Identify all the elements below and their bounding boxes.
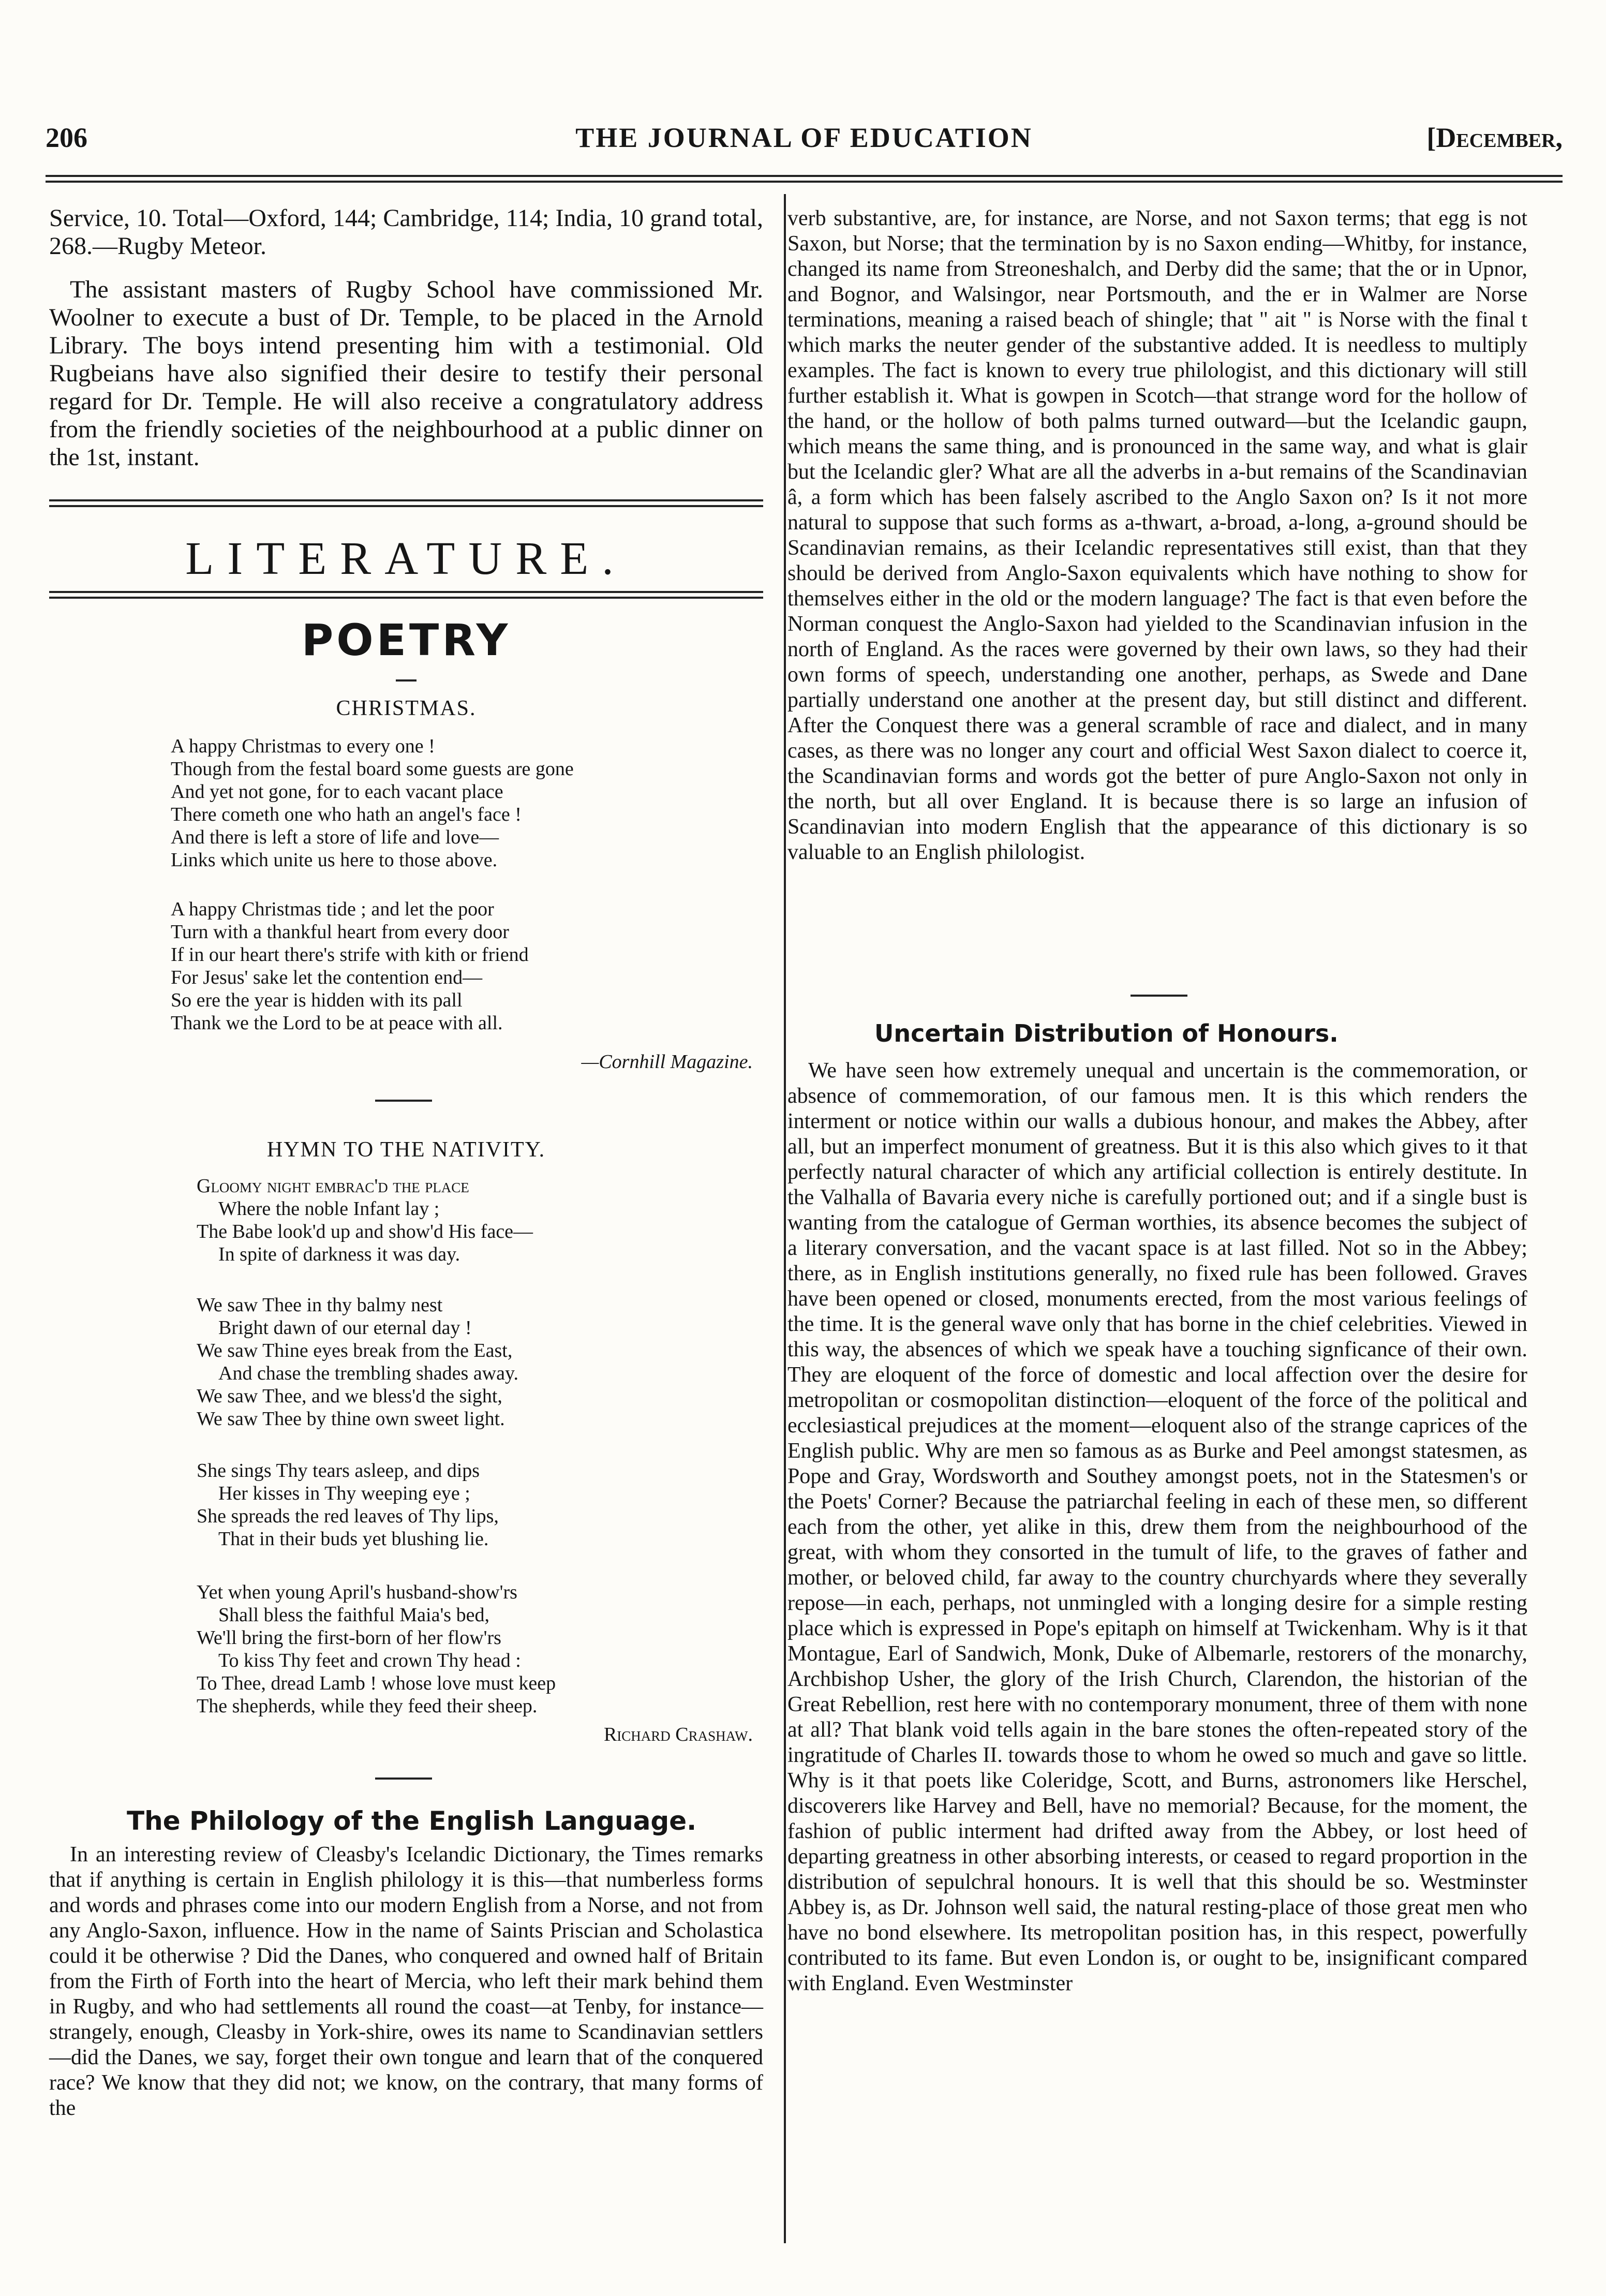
rugby-results-paragraph: Service, 10. Total—Oxford, 144; Cambridge, 114; India, 10 grand total, 268.—Rugby Meteor.: [49, 204, 763, 260]
poem-hymn-stanza-4: [197, 1581, 556, 1717]
poem-line: Thank we the Lord to be at peace with all.: [171, 1012, 503, 1034]
poem-line: The Babe look'd up and show'd His face—: [197, 1221, 533, 1242]
poem-line: A happy Christmas tide ; and let the poor: [171, 898, 494, 920]
poem-line: We saw Thee in thy balmy nest: [197, 1294, 443, 1316]
poem-line: A happy Christmas to every one !: [171, 735, 435, 757]
poem-christmas-stanza-2: [171, 898, 529, 1034]
poem-line: She sings Thy tears asleep, and dips: [197, 1460, 480, 1482]
poem-line: We saw Thee by thine own sweet light.: [197, 1408, 505, 1430]
poem-title-hymn: HYMN TO THE NATIVITY.: [266, 1138, 546, 1162]
poem-line: She spreads the red leaves of Thy lips,: [197, 1505, 499, 1527]
poem-line: Links which unite us here to those above.: [171, 849, 498, 871]
poem-christmas-stanza-1: [171, 735, 574, 871]
poem-line: If in our heart there's strife with kith or friend: [171, 944, 529, 966]
column-divider: [784, 194, 786, 2243]
poem-line: In spite of darkness it was day.: [218, 1243, 460, 1265]
poem-line: We'll bring the first-born of her flow'rs: [197, 1627, 501, 1649]
short-dash: [396, 679, 417, 682]
poem-title-christmas: CHRISTMAS.: [336, 697, 477, 720]
section-rule: [49, 499, 763, 507]
poem-line: And yet not gone, for to each vacant place: [171, 781, 503, 803]
poem-hymn-stanza-1: [197, 1175, 533, 1266]
poem-line: Bright dawn of our eternal day !: [218, 1317, 472, 1339]
poem-line: To Thee, dread Lamb ! whose love must keep: [197, 1672, 556, 1694]
header-rule: [46, 175, 1563, 183]
separator-rule: [375, 1777, 432, 1780]
poem-hymn-stanza-3: [197, 1459, 499, 1550]
poem-line: That in their buds yet blushing lie.: [218, 1528, 489, 1550]
poem-line: Her kisses in Thy weeping eye ;: [218, 1483, 470, 1504]
philology-heading: The Philology of the English Language.: [127, 1806, 697, 1836]
philology-continued-paragraph: verb substantive, are, for instance, are Norse, and not Saxon terms; that egg is not Saxon, but Norse; that the termination by is no Saxon ending—Whitby, for instance, changed its name from Streoneshalch, and Derby did the same; that the or in Upnor, and Bognor, and Walsingor, near Portsmouth, and the er in Walmer are Norse terminations, meaning a raised beach of shingle; that " ait " is Norse with the final t which marks the neuter gender of the substantive added. It is needless to multiply examples. The fact is known to every true philologist, and this dictionary will still further establish it. What is gowpen in Scotch—that strange word for the hollow of the hand, or the hollow of both palms turned outward—but the Icelandic gaupn, which means the same thing, and is pronounced in the same way, and what is glair but the Icelandic gler? What are all the adverbs in a-but remains of the Scandinavian â, a form which has been falsely ascribed to the Anglo Saxon on? Is it not more natural to suppose that such forms as a-thwart, a-broad, a-long, a-ground should be Scandinavian remains, as their Icelandic representatives still exist, than that they should be derived from Anglo-Saxon equivalents which have nothing to show for themselves either in the old or the modern language? The fact is that even before the Norman conquest the Anglo-Saxon had yielded to the Scandinavian infusion in the north of England. As the races were governed by their own laws, so they had their own forms of speech, understanding one another, perhaps, as Swede and Dane partially understand one another at the present day, but still distinct and different. After the Conquest there was a general scramble of race and dialect, and in many cases, as there was no longer any court and official West Saxon dialect to coerce it, the Scandinavian forms and words got the better of pure Anglo-Saxon not only in the north, but all over England. It is because there is so large an infusion of Scandinavian into modern English that the appearance of this dictionary is so valuable to an English philologist.: [787, 206, 1527, 864]
issue-month: [December,: [1426, 122, 1563, 153]
poem-attribution-crashaw: Richard Crashaw.: [603, 1724, 753, 1745]
poem-line: The shepherds, while they feed their sheep.: [197, 1695, 538, 1717]
poem-line: Gloomy night embrac'd the place: [197, 1175, 469, 1197]
poem-line: We saw Thee, and we bless'd the sight,: [197, 1385, 502, 1407]
poem-line: Where the noble Infant lay ;: [218, 1198, 440, 1220]
running-header: [46, 116, 1563, 163]
poem-line: Turn with a thankful heart from every door: [171, 921, 509, 943]
literature-heading: LITERATURE.: [185, 533, 627, 584]
journal-title: THE JOURNAL OF EDUCATION: [575, 122, 1033, 153]
separator-rule: [375, 1100, 432, 1102]
poem-line: For Jesus' sake let the contention end—: [171, 967, 483, 988]
literature-rule: [49, 591, 763, 599]
philology-paragraph: In an interesting review of Cleasby's Icelandic Dictionary, the Times remarks that if anything is certain in English philology it is this—that numberless forms and words and phrases come into our modern English from a Norse, and not from any Anglo-Saxon, influence. How in the name of Saints Priscian and Scholastica could it be otherwise ? Did the Danes, who conquered and owned half of Britain from the Firth of Forth into the heart of Mercia, who left their mark behind them in Rugby, and who had settlements all round the coast—at Tenby, for instance—strangely, enough, Cleasby in York-shire, owes its name to Scandinavian settlers—did the Danes, we say, forget their own tongue and learn that of the conquered race? We know that they did not; we know, on the contrary, that many forms of the: [49, 1843, 763, 2120]
poem-line: So ere the year is hidden with its pall: [171, 989, 463, 1011]
poetry-heading: POETRY: [301, 615, 511, 665]
poem-line: Yet when young April's husband-show'rs: [197, 1581, 517, 1603]
poem-line: There cometh one who hath an angel's face !: [171, 804, 522, 825]
page-number: 206: [46, 122, 87, 153]
poem-line: And chase the trembling shades away.: [218, 1362, 519, 1384]
honours-section: [787, 1058, 1527, 1996]
philology-section: [49, 1842, 763, 2121]
poem-line: Though from the festal board some guests are gone: [171, 758, 574, 780]
poem-line: To kiss Thy feet and crown Thy head :: [218, 1650, 521, 1671]
separator-rule: [1131, 995, 1187, 997]
poem-line: And there is left a store of life and love—: [171, 826, 499, 848]
left-top-section: [49, 204, 763, 471]
honours-paragraph: We have seen how extremely unequal and uncertain is the commemoration, or absence of commemoration, of our famous men. It is this which renders the interment or notice within our walls a dubious honour, and makes the Abbey, after all, but an imperfect monument of greatness. But it is this also which gives to it that perfectly natural character of which any artificial collection is entirely destitute. In the Valhalla of Bavaria every niche is carefully portioned out; and if a single bust is wanting from the catalogue of German worthies, its absence becomes the subject of a literary conversation, and the vacant space is at last filled. Not so in the Abbey; there, as in English institutions generally, no fixed rule has been followed. Graves have been opened or closed, monuments erected, from the most various feelings of the time. It is the general wave only that has borne in the chief celebrities. Viewed in this way, the absences of which we speak have a touching signficance of their own. They are eloquent of the force of domestic and local affection over the desire for metropolitan or cosmopolitan distinction—eloquent of the force of the political and ecclesiastical prejudices at the moment—eloquent also of the strange caprices of the English public. Why are men so famous as as Burke and Peel amongst statesmen, as Pope and Gray, Wordsworth and Southey amongst poets, not in the Statesmen's or the Poets' Corner? Because the patriarchal feeling in each of these men, so different each from the other, yet alike in this, drew them from the neighbourhood of the great, with whom they consorted in the tumult of life, to the graves of father and mother, or beloved child, far away to the country churchyards where they severally repose—in each, perhaps, not unmingled with a longing desire for a simple resting place which is expressed in Pope's epitaph on himself at Twickenham. Why is it that Montague, Earl of Sandwich, Monk, Duke of Albemarle, restorers of the monarchy, Archbishop Usher, the glory of the Irish Church, Clarendon, the historian of the Great Rebellion, rest here with no contemporary monument, three of them with none at all? That blank void tells again in the bare stones the often-repeated story of the ingratitude of Charles II. towards those to whom he owed so much and gave so little. Why is it that poets like Coleridge, Scott, and Burns, astronomers like Herschel, discoverers like Harvey and Bell, have no memorial? Because, for the moment, the fashion of public interment had drifted away from the Abbey, or lost heed of departing greatness in other absorbing interests, or ceased to regard proportion in the distribution of sepulchral honours. It is well that this should be so. Westminster Abbey is, as Dr. Johnson well said, the natural resting-place of those great men who have no bond elsewhere. Its metropolitan position has, in this respect, powerfully contributed to its fame. But even London is, or ought to be, insignificant compared with England. Even Westminster: [787, 1059, 1527, 1995]
poem-line: Shall bless the faithful Maia's bed,: [218, 1604, 489, 1626]
rugby-bust-paragraph: The assistant masters of Rugby School have commissioned Mr. Woolner to execute a bust of Dr. Temple, to be placed in the Arnold Library. The boys intend presenting him with a testimonial. Old Rugbeians have also signified their desire to testify their personal regard for Dr. Temple. He will also receive a congratulatory address from the friendly societies of the neighbourhood at a public dinner on the 1st, instant.: [49, 276, 763, 471]
poem-attribution-cornhill: —Cornhill Magazine.: [581, 1051, 753, 1073]
poem-line: We saw Thine eyes break from the East,: [197, 1340, 513, 1361]
honours-heading: Uncertain Distribution of Honours.: [874, 1019, 1339, 1047]
philology-continued: [787, 206, 1527, 865]
poem-hymn-stanza-2: [197, 1294, 518, 1430]
